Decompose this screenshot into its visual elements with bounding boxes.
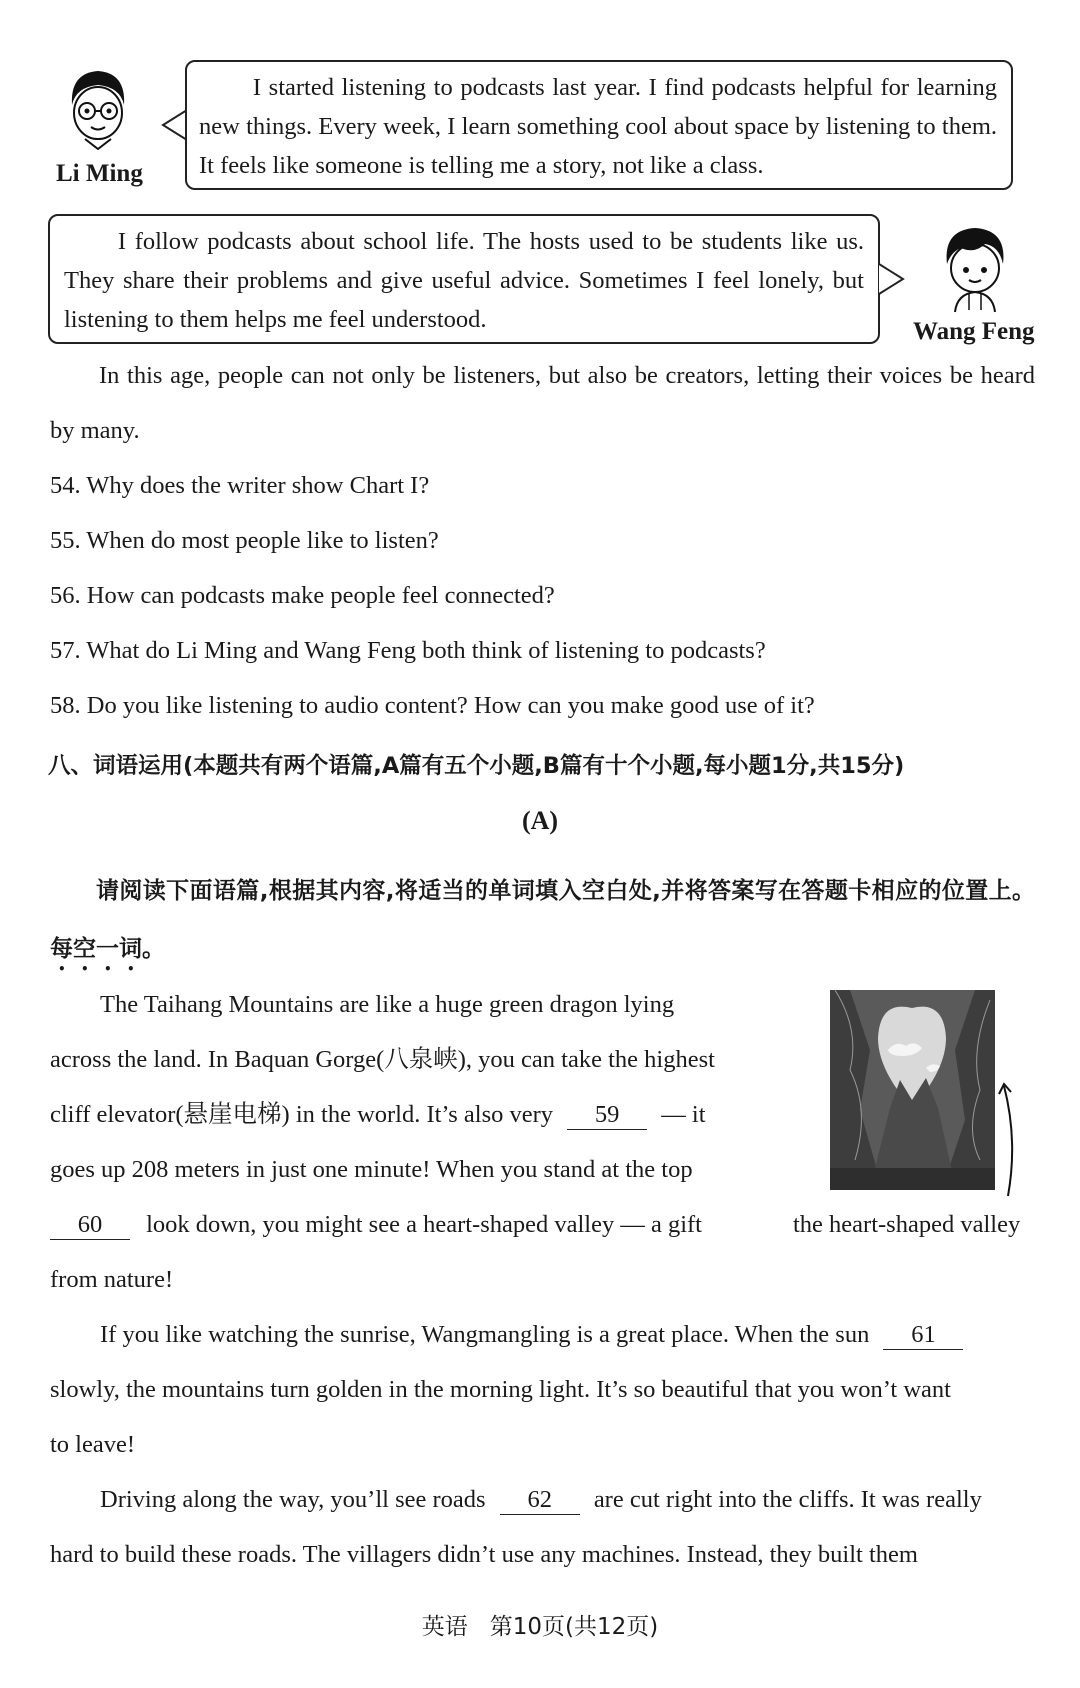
passage-p1-line3a: cliff elevator(悬崖电梯) in the world. It’s also very: [50, 1101, 554, 1128]
blank-59[interactable]: 59: [567, 1101, 647, 1130]
passage-p3-line1b: are cut right into the cliffs. It was really: [593, 1486, 982, 1513]
passage-p1-line4: goes up 208 meters in just one minute! When you stand at the top: [50, 1156, 693, 1183]
wang-feng-bubble-tail-icon: [876, 262, 906, 296]
passage-p1-line5-text: look down, you might see a heart-shaped valley — a gift: [146, 1211, 702, 1238]
instruction-end: 。: [142, 936, 165, 962]
passage-p1-line1: The Taihang Mountains are like a huge green dragon lying: [100, 991, 675, 1018]
passage-p2-line3: to leave!: [50, 1431, 136, 1458]
li-ming-speech: I started listening to podcasts last year. I find podcasts helpful for learning new things. Every week, I learn something cool about space by listening to them. It feels like someone is telling me a story, not like a class.: [199, 74, 997, 179]
wang-feng-name: Wang Feng: [913, 318, 1035, 345]
part-label: (A): [522, 806, 559, 835]
section-heading: 八、词语运用(本题共有两个语篇,A篇有五个小题,B篇有十个小题,每小题1分,共15分): [48, 753, 905, 779]
closing-paragraph: In this age, people can not only be listeners, but also be creators, letting their voices be heard by many.: [50, 362, 1035, 444]
blank-61[interactable]: 61: [883, 1321, 963, 1350]
li-ming-speech-bubble: [185, 60, 1013, 190]
passage-p1-line3: [50, 1100, 706, 1130]
valley-image: [830, 990, 995, 1190]
question-57: 57. What do Li Ming and Wang Feng both think of listening to podcasts?: [50, 637, 766, 664]
question-58: 58. Do you like listening to audio content? How can you make good use of it?: [50, 692, 815, 719]
passage-p1-line2: across the land. In Baquan Gorge(八泉峡), you can take the highest: [50, 1046, 715, 1073]
wang-feng-speech-bubble: [48, 214, 880, 344]
blank-60[interactable]: 60: [50, 1211, 130, 1240]
question-54: 54. Why does the writer show Chart I?: [50, 472, 430, 499]
passage-p3-line1a: Driving along the way, you’ll see roads: [100, 1486, 486, 1513]
page-footer: 英语 第10页(共12页): [421, 1614, 659, 1640]
li-ming-name: Li Ming: [56, 160, 143, 187]
question-55: 55. When do most people like to listen?: [50, 527, 439, 554]
passage-p2-line1: [100, 1320, 963, 1350]
question-56: 56. How can podcasts make people feel connected?: [50, 582, 555, 609]
blank-62[interactable]: 62: [500, 1486, 580, 1515]
image-caption: the heart-shaped valley: [793, 1211, 1021, 1238]
passage-p3-line1: [100, 1485, 982, 1515]
instruction: [50, 862, 1035, 978]
passage-p1-line6: from nature!: [50, 1266, 174, 1293]
instruction-emphasis: 每空一词: [50, 936, 142, 962]
wang-feng-avatar: [935, 220, 1015, 315]
passage-p1-line5: [50, 1210, 702, 1240]
pointer-arrow-icon: [996, 1080, 1026, 1200]
instruction-text: 请阅读下面语篇,根据其内容,将适当的单词填入空白处,并将答案写在答题卡相应的位置上。: [96, 878, 1035, 904]
wang-feng-speech: I follow podcasts about school life. The hosts used to be students like us. They share their problems and give useful advice. Sometimes I feel lonely, but listening to them helps me feel understood.: [64, 228, 864, 333]
li-ming-avatar: [60, 65, 135, 150]
passage-p3-line2: hard to build these roads. The villagers didn’t use any machines. Instead, they built them: [50, 1541, 918, 1568]
passage-p2-line2: slowly, the mountains turn golden in the morning light. It’s so beautiful that you won’t want: [50, 1376, 951, 1403]
passage-p1-line3b: — it: [661, 1101, 706, 1128]
passage-p2-line1a: If you like watching the sunrise, Wangmangling is a great place. When the sun: [100, 1321, 870, 1348]
